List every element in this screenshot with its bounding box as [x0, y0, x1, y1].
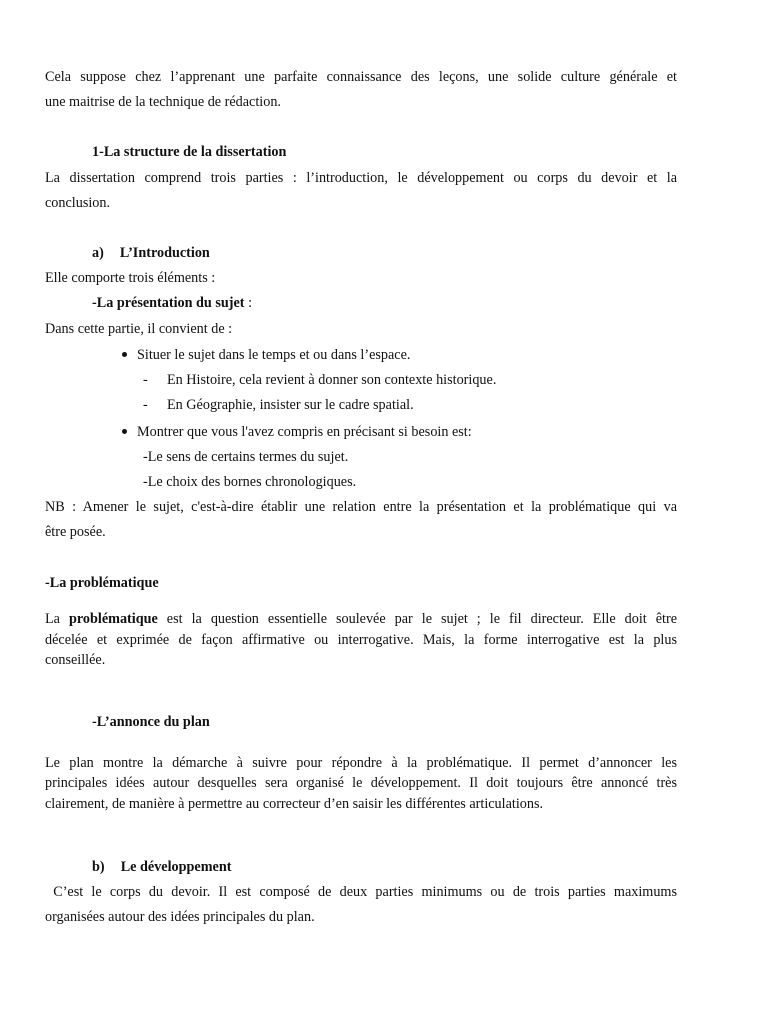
bullet-text: Montrer que vous l'avez compris en précisant si besoin est: — [137, 424, 472, 440]
paragraph-line: principales idées autour desquelles sera organisé le développement. Il doit toujours être annoncé très — [45, 775, 677, 791]
bullet-icon — [122, 429, 127, 434]
paragraph-line: Elle comporte trois éléments : — [45, 270, 216, 286]
note-line: NB : Amener le sujet, c'est-à-dire établir une relation entre la présentation et la problématique qui va — [45, 499, 677, 515]
paragraph-line: Dans cette partie, il convient de : — [45, 321, 233, 337]
paragraph-line: clairement, de manière à permettre au correcteur d’en saisir les différentes articulations. — [45, 796, 544, 812]
sub-item: -Le sens de certains termes du sujet. — [143, 449, 349, 465]
bullet-item — [122, 346, 754, 364]
subsection-heading — [92, 858, 724, 876]
list-marker: b) — [92, 859, 105, 875]
subsection-title: Le développement — [120, 859, 232, 875]
subheading-title: -La présentation du sujet — [92, 295, 245, 311]
text-run: La — [45, 611, 69, 627]
dash-marker: - — [143, 397, 148, 413]
section-heading: 1-La structure de la dissertation — [92, 144, 287, 160]
note-line: être posée. — [45, 524, 106, 540]
subsection-title: L’Introduction — [119, 245, 210, 261]
bullet-item — [122, 423, 754, 441]
dash-text: En Histoire, cela revient à donner son contexte historique. — [167, 372, 497, 388]
paragraph-line: organisées autour des idées principales du plan. — [45, 909, 315, 925]
paragraph-line: conclusion. — [45, 195, 111, 211]
section-heading: -La problématique — [45, 575, 159, 591]
section-heading: -L’annonce du plan — [92, 714, 210, 730]
bullet-text: Situer le sujet dans le temps et ou dans l’espace. — [137, 347, 411, 363]
text-run: est la question essentielle soulevée par le sujet ; le fil directeur. Elle doit être — [157, 611, 677, 627]
dash-item — [143, 396, 768, 414]
dash-text: En Géographie, insister sur le cadre spatial. — [167, 397, 414, 413]
dash-item — [143, 371, 768, 389]
bullet-icon — [122, 352, 127, 357]
paragraph-line: Le plan montre la démarche à suivre pour répondre à la problématique. Il permet d’annoncer les — [45, 755, 677, 771]
subsection-heading — [92, 244, 724, 262]
paragraph-line: C’est le corps du devoir. Il est composé de deux parties minimums ou de trois parties maximums — [45, 884, 677, 900]
sub-item: -Le choix des bornes chronologiques. — [143, 474, 357, 490]
paragraph-line: une maitrise de la technique de rédaction. — [45, 94, 281, 110]
subheading-colon: : — [244, 295, 253, 311]
list-marker: a) — [92, 245, 104, 261]
paragraph-line: décelée et exprimée de façon affirmative ou interrogative. Mais, la forme interrogative est la plus — [45, 632, 677, 648]
document-page — [45, 0, 677, 1024]
paragraph-line: Cela suppose chez l’apprenant une parfaite connaissance des leçons, une solide culture générale et — [45, 69, 677, 85]
subheading — [92, 294, 724, 312]
paragraph-line: La dissertation comprend trois parties : l’introduction, le développement ou corps du devoir et la — [45, 170, 677, 186]
bold-term: problématique — [68, 611, 158, 627]
paragraph-line — [45, 610, 677, 628]
paragraph-line: conseillée. — [45, 652, 106, 668]
dash-marker: - — [143, 372, 148, 388]
